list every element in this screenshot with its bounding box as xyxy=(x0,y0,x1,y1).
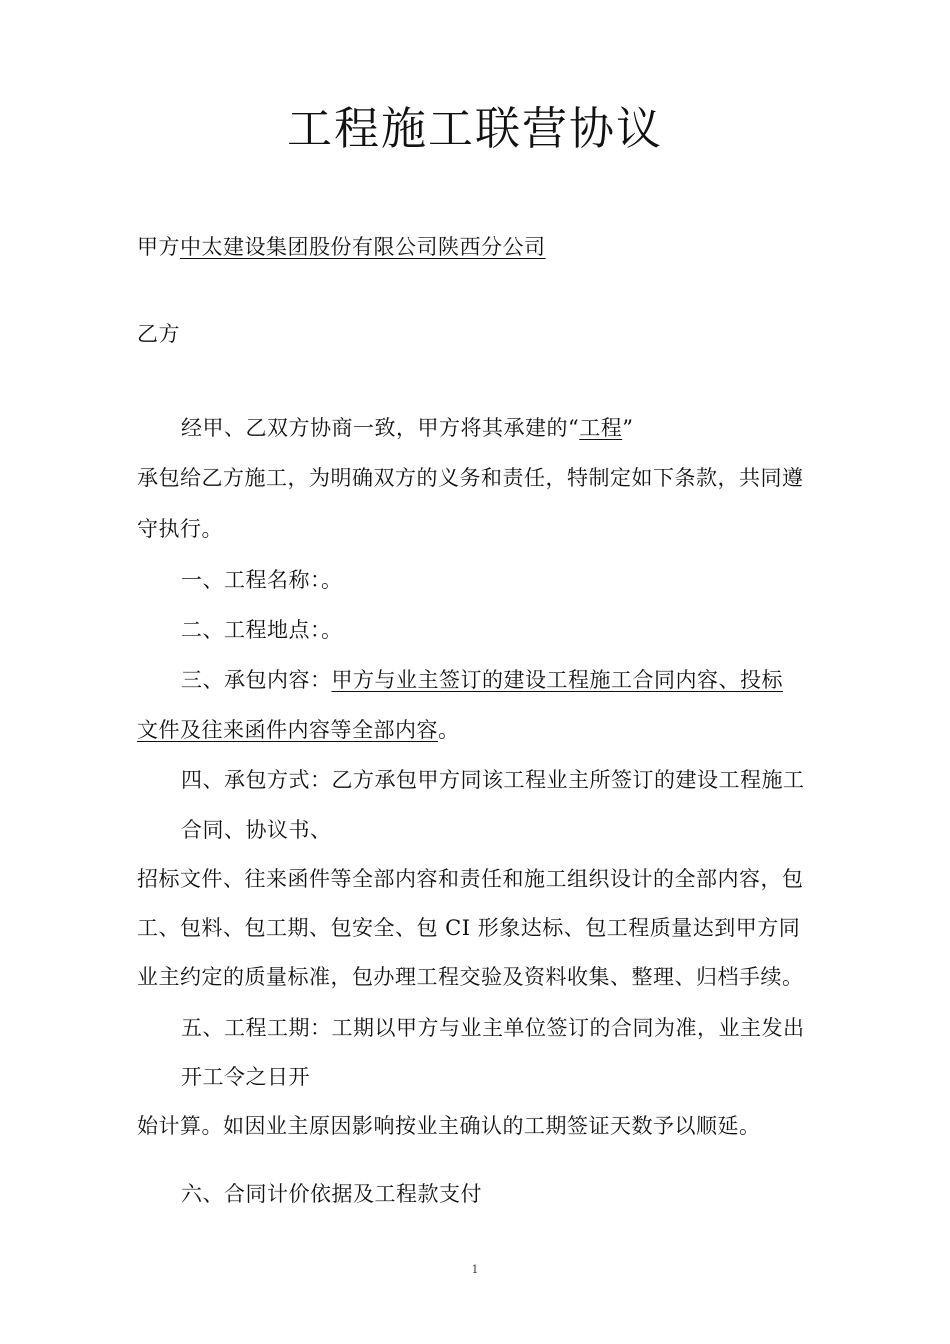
clause-3-end: 。 xyxy=(438,718,460,742)
clause-4-line-4: 工、包料、包工期、包安全、包 CI 形象达标、包工程质量达到甲方同 xyxy=(137,916,801,940)
clause-4-line-2: 合同、协议书、 xyxy=(181,818,332,842)
intro-quote-close: ” xyxy=(622,416,634,440)
clause-5-line-3: 始计算。如因业主原因影响按业主确认的工期签证天数予以顺延。 xyxy=(137,1114,761,1138)
clause-1: 一、工程名称：。 xyxy=(181,568,343,592)
intro-line-3: 守执行。 xyxy=(137,517,223,541)
clause-6-heading: 六、合同计价依据及工程款支付 xyxy=(181,1182,482,1206)
project-name: 工程 xyxy=(579,416,623,440)
clause-5-line-1: 五、工程工期：工期以甲方与业主单位签订的合同为准，业主发出 xyxy=(181,1016,805,1040)
clause-3-label: 三、承包内容： xyxy=(181,668,332,692)
intro-line-2: 承包给乙方施工，为明确双方的义务和责任，特制定如下条款，共同遵 xyxy=(137,466,804,490)
intro-line-1 xyxy=(181,413,633,443)
clause-3-line-2 xyxy=(137,715,460,745)
page-number: 1 xyxy=(471,1263,479,1276)
clause-4-line-3: 招标文件、往来函件等全部内容和责任和施工组织设计的全部内容，包 xyxy=(137,867,804,891)
party-a-line xyxy=(137,232,546,262)
document-title: 工程施工联营协议 xyxy=(286,102,663,155)
party-a-label: 甲方 xyxy=(137,235,180,259)
clause-4-line-1: 四、承包方式：乙方承包甲方同该工程业主所签订的建设工程施工 xyxy=(181,768,805,792)
clause-4-line-5: 业主约定的质量标准，包办理工程交验及资料收集、整理、归档手续。 xyxy=(137,965,804,989)
clause-5-line-2: 开工令之日开 xyxy=(181,1065,310,1089)
party-b-line: 乙方 xyxy=(137,322,180,346)
clause-2: 二、工程地点：。 xyxy=(181,618,343,642)
clause-3-content-a: 甲方与业主签订的建设工程施工合同内容、投标 xyxy=(331,668,783,692)
party-a-name: 中太建设集团股份有限公司陕西分公司 xyxy=(180,235,546,259)
clause-3-line-1 xyxy=(181,665,783,695)
clause-3-content-b: 文件及往来函件内容等全部内容 xyxy=(137,718,438,742)
intro-text: 经甲、乙双方协商一致，甲方将其承建的“ xyxy=(181,416,580,440)
